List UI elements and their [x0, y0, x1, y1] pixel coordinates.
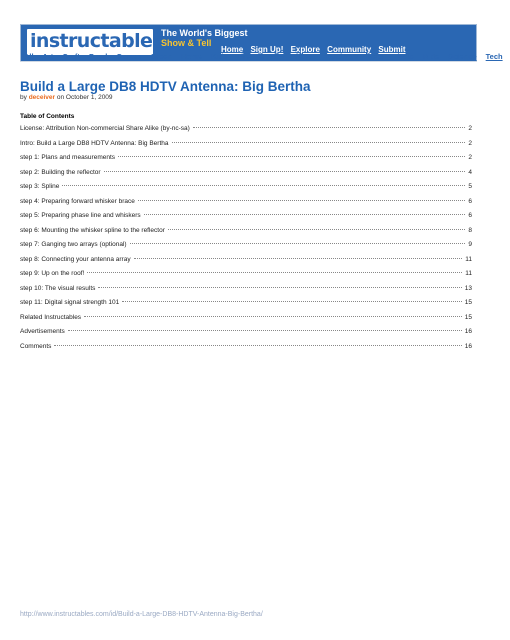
category-link-green[interactable]: Green	[150, 52, 173, 61]
toc-leader	[193, 126, 466, 128]
category-link-ride[interactable]: Ride	[422, 52, 440, 61]
category-link-music[interactable]: Music	[259, 52, 281, 61]
toc-entry-page: 13	[464, 284, 472, 292]
toc-entry-label: step 5: Preparing phase line and whiskers	[20, 212, 141, 219]
toc-entry-page: 2	[468, 139, 472, 147]
toc-leader	[172, 141, 466, 143]
toc-entry[interactable]	[20, 343, 472, 358]
nav-link-sign-up[interactable]: Sign Up!	[250, 45, 284, 54]
toc-leader	[54, 344, 461, 346]
publish-date: on October 1, 2009	[56, 94, 113, 101]
toc-leader	[62, 184, 465, 186]
toc-entry[interactable]	[20, 299, 472, 314]
category-link-kids[interactable]: Kids	[211, 52, 228, 61]
category-link-photo[interactable]: Photo	[392, 52, 414, 61]
toc-entry[interactable]	[20, 169, 472, 184]
tagline-line1: The World's Biggest	[161, 28, 248, 38]
toc-entry-label: step 11: Digital signal strength 101	[20, 299, 120, 306]
toc-leader	[87, 271, 462, 273]
toc-leader	[84, 315, 462, 317]
toc-entry[interactable]	[20, 183, 472, 198]
toc-entry[interactable]	[20, 241, 472, 256]
toc-leader	[168, 228, 465, 230]
category-link-home[interactable]: Home	[181, 52, 203, 61]
tagline-line2: Show & Tell	[161, 38, 212, 48]
toc-entry-page: 15	[464, 313, 472, 321]
toc-leader	[68, 329, 462, 331]
toc-entry-page: 11	[465, 255, 472, 263]
nav-link-home[interactable]: Home	[221, 45, 244, 54]
toc-entry[interactable]	[20, 198, 472, 213]
nav-link-submit[interactable]: Submit	[378, 45, 406, 54]
category-link-tech[interactable]: Tech	[485, 52, 503, 61]
table-of-contents	[20, 125, 472, 357]
toc-entry-page: 8	[468, 226, 472, 234]
toc-entry-page: 6	[468, 197, 472, 205]
toc-entry-label: step 2: Building the reflector	[20, 168, 101, 176]
toc-entry-label: step 9: Up on the roof!	[20, 270, 85, 277]
toc-entry-page: 15	[464, 299, 472, 306]
toc-leader	[122, 300, 462, 302]
page-title: Build a Large DB8 HDTV Antenna: Big Bertha	[20, 79, 311, 94]
toc-entry[interactable]	[20, 285, 472, 300]
toc-entry-label: step 3: Spline	[20, 183, 60, 190]
toc-entry-label: step 10: The visual results	[20, 284, 96, 292]
toc-leader	[98, 286, 461, 288]
category-link-pets[interactable]: Pets	[367, 52, 384, 61]
toc-entry-label: Comments	[20, 342, 52, 350]
toc-entry[interactable]	[20, 140, 472, 155]
category-divider	[20, 61, 477, 62]
toc-entry-label: step 6: Mounting the whisker spline to the reflector	[20, 226, 165, 234]
category-link-science[interactable]: Science	[448, 52, 477, 61]
toc-entry[interactable]	[20, 270, 472, 285]
toc-entry-label: step 1: Plans and measurements	[20, 154, 116, 161]
toc-entry-label: step 4: Preparing forward whisker brace	[20, 197, 135, 205]
toc-entry[interactable]	[20, 212, 472, 227]
byline	[20, 94, 113, 101]
category-link-art[interactable]: Art	[42, 52, 54, 61]
toc-entry-page: 16	[464, 328, 472, 335]
toc-entry-label: step 7: Ganging two arrays (optional)	[20, 241, 127, 248]
byline-by: by	[20, 94, 27, 101]
toc-entry[interactable]	[20, 328, 472, 343]
toc-entry[interactable]	[20, 125, 472, 140]
toc-entry-label: step 8: Connecting your antenna array	[20, 255, 131, 263]
category-link-outdoors[interactable]: Outdoors	[324, 52, 359, 61]
author-link[interactable]: deceiver	[28, 94, 56, 101]
category-link-craft[interactable]: Craft	[62, 52, 80, 61]
toc-entry-label: Advertisements	[20, 328, 65, 335]
toc-leader	[144, 213, 466, 215]
toc-entry[interactable]	[20, 227, 472, 242]
toc-leader	[134, 257, 463, 259]
toc-entry-page: 4	[468, 168, 472, 176]
toc-entry-page: 9	[468, 241, 472, 248]
category-link-food[interactable]: Food	[88, 52, 108, 61]
toc-heading: Table of Contents	[20, 113, 75, 120]
nav-link-community[interactable]: Community	[327, 45, 372, 54]
toc-leader	[118, 155, 465, 157]
toc-entry-page: 5	[468, 183, 472, 190]
toc-entry-page: 11	[465, 270, 472, 277]
toc-entry-label: Intro: Build a Large DB8 HDTV Antenna: Big Bertha	[20, 139, 169, 147]
category-nav	[24, 52, 503, 61]
nav-link-explore[interactable]: Explore	[290, 45, 320, 54]
footer-url[interactable]: http://www.instructables.com/id/Build-a-Large-DB8-HDTV-Antenna-Big-Bertha/	[20, 611, 263, 618]
toc-entry-label: Related Instructables	[20, 313, 82, 321]
toc-leader	[138, 199, 465, 201]
toc-leader	[130, 242, 466, 244]
toc-entry-page: 6	[468, 212, 472, 219]
toc-entry-label: License: Attribution Non-commercial Share Alike (by-nc-sa)	[20, 125, 190, 132]
toc-entry[interactable]	[20, 154, 472, 169]
toc-entry-page: 2	[468, 154, 472, 161]
category-link-all[interactable]: All	[24, 52, 34, 61]
category-link-offbeat[interactable]: Offbeat	[289, 52, 316, 61]
logo-text: instructables	[30, 30, 164, 52]
category-link-life[interactable]: Life	[236, 52, 250, 61]
toc-leader	[104, 170, 466, 172]
toc-entry[interactable]	[20, 314, 472, 329]
category-link-games[interactable]: Games	[116, 52, 142, 61]
toc-entry[interactable]	[20, 256, 472, 271]
toc-entry-page: 16	[464, 342, 472, 350]
toc-entry-page: 2	[468, 125, 472, 132]
